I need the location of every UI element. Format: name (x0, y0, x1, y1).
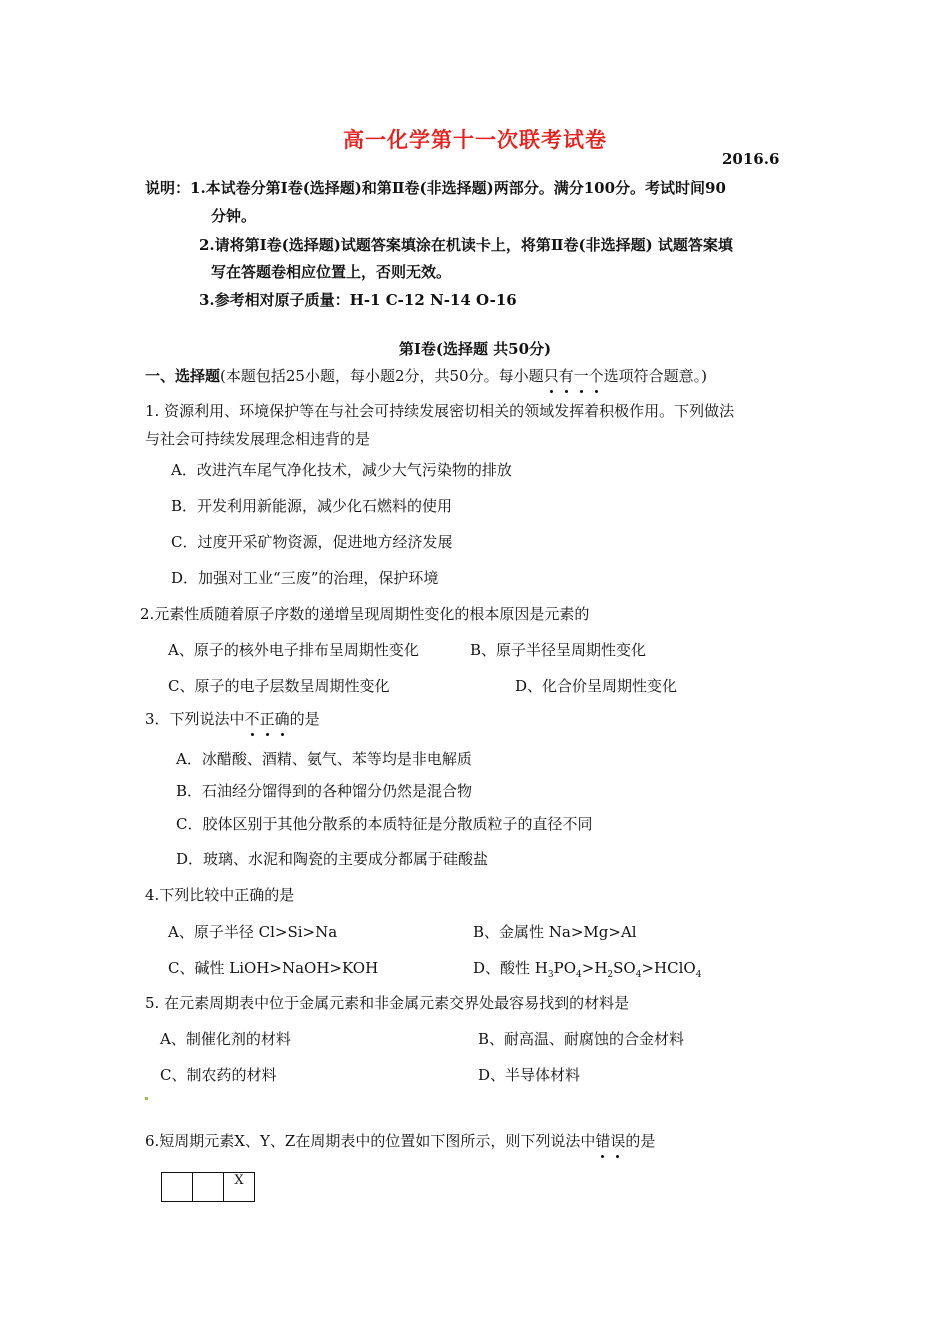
q2-option-d: D、化合价呈周期性变化 (515, 677, 678, 695)
instruction-1: 1.本试卷分第Ⅰ卷(选择题)和第Ⅱ卷(非选择题)两部分。满分100分。考试时间90 (190, 179, 726, 197)
q5-option-a: A、制催化剂的材料 (160, 1030, 291, 1048)
section-title: 第Ⅰ卷(选择题 共50分) (398, 340, 552, 358)
instruction-2: 2.请将第Ⅰ卷(选择题)试题答案填涂在机读卡上，将第Ⅱ卷(非选择题) 试题答案填 (199, 236, 733, 254)
q1-option-d: D．加强对工业“三废”的治理，保护环境 (171, 569, 439, 587)
q5-option-c: C、制农药的材料 (160, 1066, 277, 1084)
instructions-prefix: 说明： (145, 179, 191, 197)
q4-option-c: C、碱性 LiOH>NaOH>KOH (168, 959, 379, 977)
q1-option-c: C．过度开采矿物资源，促进地方经济发展 (171, 533, 453, 551)
emphasis-char: 确 (274, 710, 290, 728)
section-heading-label: 一、选择题 (145, 367, 221, 385)
q6-stem (145, 1130, 655, 1151)
q3-stem (145, 708, 320, 729)
q4-option-d-label: D、酸性 (473, 959, 535, 977)
formula-subscript: 3 (547, 970, 554, 980)
q5-stem: 5. 在元素周期表中位于金属元素和非金属元素交界处最容易找到的材料是 (145, 994, 630, 1012)
q4-option-a: A、原子半径 Cl>Si>Na (168, 923, 338, 941)
instruction-1-cont: 分钟。 (211, 207, 257, 225)
formula-subscript: 2 (607, 970, 614, 980)
table-cell (193, 1173, 224, 1202)
emphasis-char: 有 (558, 367, 574, 385)
q2-option-a: A、原子的核外电子排布呈周期性变化 (168, 641, 419, 659)
instructions-line-1 (145, 177, 726, 198)
instruction-3: 3.参考相对原子质量：H-1 C-12 N-14 O-16 (199, 291, 517, 309)
formula-subscript: 4 (576, 970, 582, 980)
formula-part: SO (613, 959, 636, 977)
q2-stem: 2.元素性质随着原子序数的递增呈现周期性变化的根本原因是元素的 (140, 605, 590, 623)
q3-option-c: C．胶体区别于其他分散系的本质特征是分散质粒子的直径不同 (176, 815, 593, 833)
formula-part: PO (553, 959, 577, 977)
q1-option-b: B．开发利用新能源，减少化石燃料的使用 (171, 497, 453, 515)
q3-option-a: A．冰醋酸、酒精、氨气、苯等均是非电解质 (176, 750, 472, 768)
q4-stem: 4.下列比较中正确的是 (145, 886, 295, 904)
q4-option-d (473, 957, 701, 980)
q3-stem-text: 3．下列说法中 (145, 710, 245, 728)
q2-option-b: B、原子半径呈周期性变化 (470, 641, 647, 659)
table-cell (162, 1173, 193, 1202)
q6-stem-text: 6.短周期元素X、Y、Z在周期表中的位置如下图所示，则下列说法中 (145, 1132, 596, 1150)
emphasis-char: 正 (259, 710, 275, 728)
instruction-2-cont: 写在答题卷相应位置上，否则无效。 (211, 263, 452, 281)
emphasis-char: 一 (573, 367, 589, 385)
section-heading-text-end: 选项符合题意。) (603, 367, 708, 385)
scan-speck (145, 1097, 148, 1100)
periodic-table-fragment (161, 1172, 255, 1202)
q3-stem-text-end: 的是 (289, 710, 320, 728)
emphasis-char: 错 (595, 1132, 611, 1150)
q1-stem-cont: 与社会可持续发展理念相违背的是 (145, 430, 371, 448)
exam-date: 2016.6 (722, 150, 780, 168)
q1-stem: 1. 资源利用、环境保护等在与社会可持续发展密切相关的领域发挥着积极作用。下列做法 (145, 402, 735, 420)
q3-option-b: B．石油经分馏得到的各种馏分仍然是混合物 (176, 782, 473, 800)
emphasis-char: 不 (244, 710, 260, 728)
emphasis-char: 误 (610, 1132, 626, 1150)
formula-part: H (534, 959, 548, 977)
section-heading-text: (本题包括25小题，每小题2分，共50分。每小题 (220, 367, 544, 385)
emphasis-char: 只 (543, 367, 559, 385)
q2-option-c: C、原子的电子层数呈周期性变化 (168, 677, 390, 695)
formula-subscript: 4 (635, 970, 642, 980)
formula-part: >H (581, 959, 608, 977)
q1-option-a: A．改进汽车尾气净化技术，减少大气污染物的排放 (171, 461, 512, 479)
exam-title: 高一化学第十一次联考试卷 (343, 127, 607, 152)
q3-option-d: D．玻璃、水泥和陶瓷的主要成分都属于硅酸盐 (176, 850, 489, 868)
q5-option-d: D、半导体材料 (478, 1066, 581, 1084)
formula-part: >HClO (641, 959, 696, 977)
formula-subscript: 4 (695, 970, 702, 980)
table-cell-x: X (224, 1173, 255, 1202)
section-heading (145, 365, 707, 386)
q4-option-b: B、金属性 Na>Mg>Al (473, 923, 637, 941)
q5-option-b: B、耐高温、耐腐蚀的合金材料 (478, 1030, 685, 1048)
q6-stem-text-end: 的是 (625, 1132, 656, 1150)
emphasis-char: 个 (588, 367, 604, 385)
